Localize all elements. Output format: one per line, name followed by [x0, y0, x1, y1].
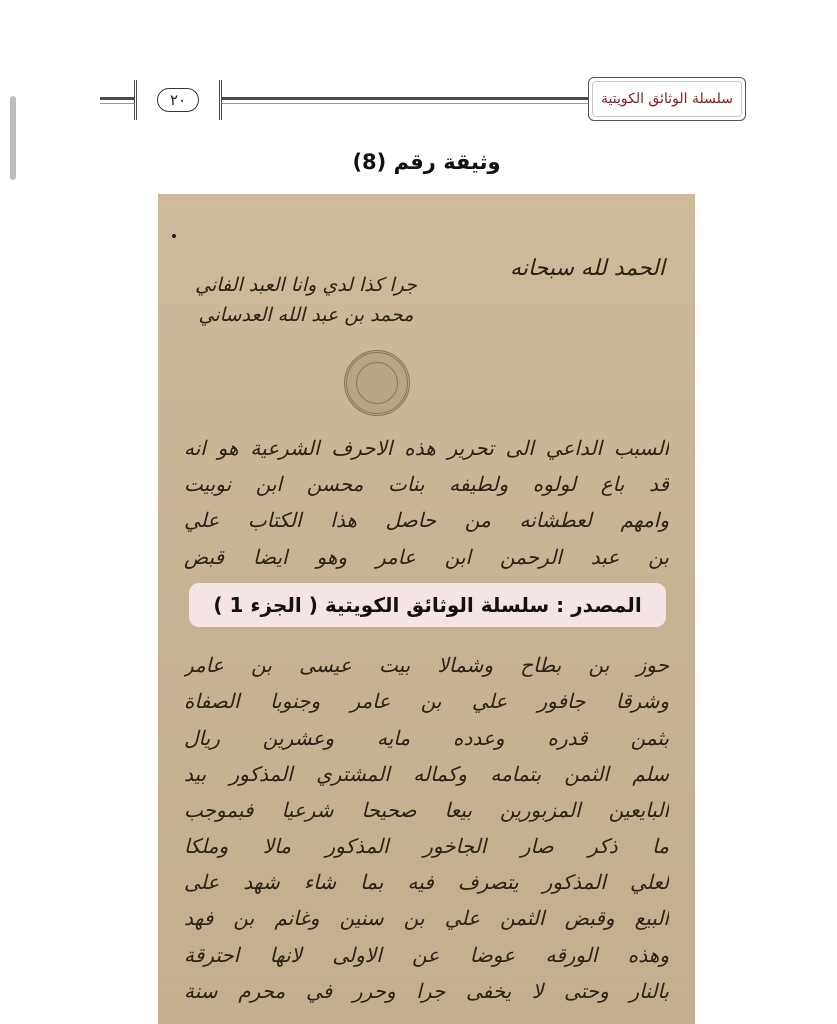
notary-line: جرا كذا لدي وانا العبد الفاني	[195, 274, 417, 296]
notary-lines	[186, 270, 426, 330]
document-title: وثيقة رقم (8)	[352, 150, 501, 174]
page-number: ٢٠	[157, 88, 199, 112]
manuscript-line: البيع وقبض الثمن علي بن سنين وغانم بن فهد	[184, 906, 669, 931]
source-caption: المصدر : سلسلة الوثائق الكويتية ( الجزء 1 )	[189, 583, 666, 627]
seal-inner-ring	[356, 362, 398, 404]
seal-stamp	[344, 350, 410, 416]
manuscript-line: السبب الداعي الى تحرير هذه الاحرف الشرعية هو انه	[184, 436, 669, 460]
notary-line: محمد بن عبد الله العدساني	[198, 304, 414, 326]
manuscript-heading: الحمد لله سبحانه	[510, 256, 665, 281]
manuscript-line: وامهم لعطشانه من حاصل هذا الكتاب علي	[184, 508, 669, 533]
document-page	[8, 0, 829, 1024]
manuscript-body	[184, 430, 669, 1009]
manuscript-line: قد باع لولوه ولطيفه بنات محسن ابن نوبيت	[184, 472, 669, 497]
series-label: سلسلة الوثائق الكويتية	[592, 81, 742, 117]
manuscript-line: بثمن قدره وعدده مايه وعشرين ريال	[184, 725, 669, 750]
manuscript-line: وهذه الورقه عوضا عن الاولى لانها احترقة	[184, 942, 669, 967]
manuscript-line: سلم الثمن بتمامه وكماله المشتري المذكور بيد	[184, 761, 669, 786]
series-label-frame	[588, 77, 746, 121]
ink-dot	[172, 234, 176, 238]
manuscript-line: البايعين المزبورين بيعا صحيحا شرعيا فبموجب	[184, 797, 669, 822]
manuscript-line: وشرقا جافور علي بن عامر وجنوبا الصفاة	[184, 689, 669, 714]
page-number-frame	[134, 80, 222, 120]
manuscript-line: ما ذكر صار الجاخور المذكور مالا وملكا	[184, 834, 669, 859]
manuscript-line: لعلي المذكور يتصرف فيه بما شاء شهد على	[184, 870, 669, 895]
manuscript-line: بن عبد الرحمن ابن عامر وهو ايضا قبض	[184, 544, 669, 569]
manuscript-line: حوز بن بطاح وشمالا بيت عيسى بن عامر	[184, 653, 669, 678]
manuscript-line: بالنار وحتى لا يخفى جرا وحرر في محرم سنة	[184, 978, 669, 1003]
